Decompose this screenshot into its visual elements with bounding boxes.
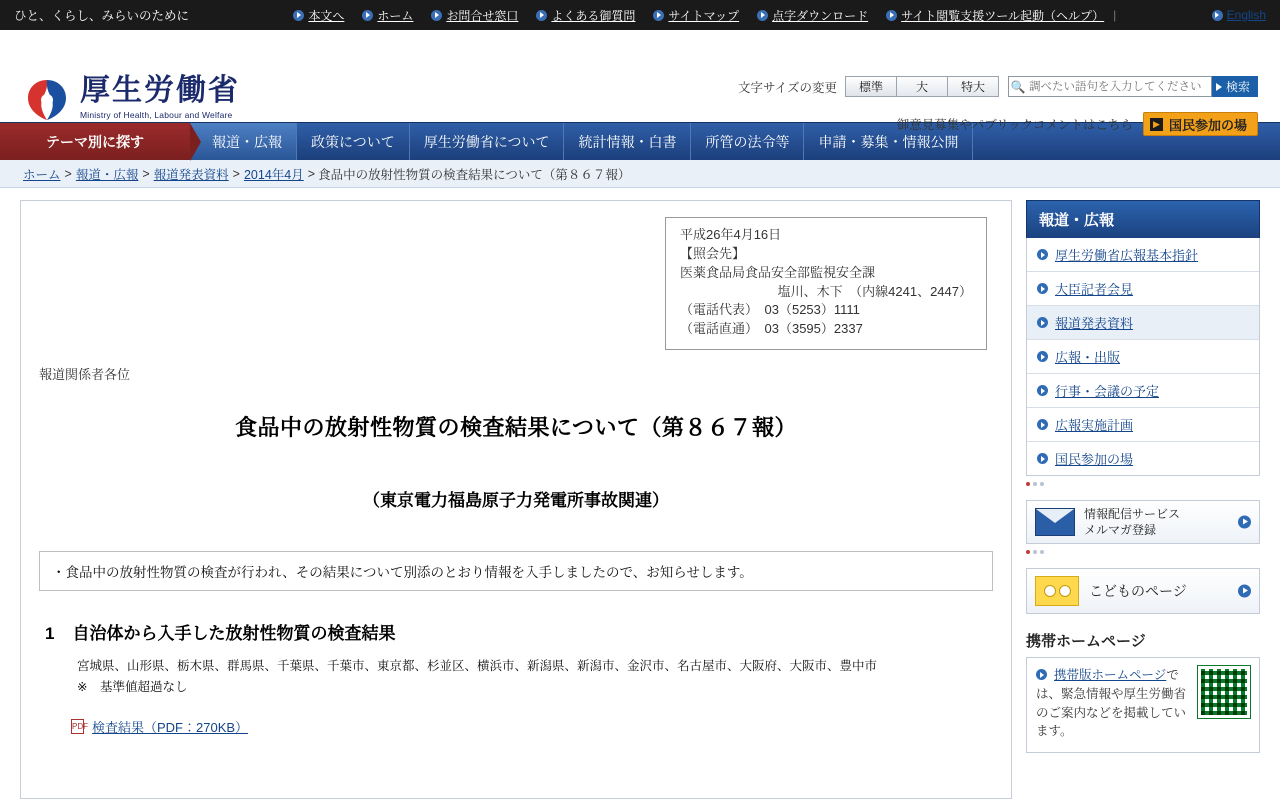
- site-header: [0, 30, 1280, 133]
- sidebar-item-events[interactable]: [1027, 374, 1259, 408]
- triangle-right-icon: [1216, 83, 1222, 91]
- utility-link-label[interactable]: よくある御質問: [551, 8, 636, 23]
- prefecture-note: ※ 基準値超過なし: [77, 679, 188, 694]
- arrow-circle-icon: [536, 10, 547, 21]
- sidebar-item-minister-press[interactable]: [1027, 272, 1259, 306]
- arrow-circle-icon: [293, 10, 304, 21]
- banner-mail-line1: 情報配信サービス: [1084, 506, 1181, 521]
- arrow-circle-icon: [1212, 10, 1223, 21]
- sidebar-item-label[interactable]: 大臣記者会見: [1055, 282, 1134, 297]
- arrow-circle-icon: [653, 10, 664, 21]
- prefecture-list: [77, 656, 1011, 697]
- arrow-circle-icon: [1037, 351, 1048, 362]
- section-title: 自治体から入手した放射性物質の検査結果: [72, 624, 396, 644]
- search-input[interactable]: [1027, 78, 1211, 95]
- utility-separator: |: [1113, 8, 1117, 22]
- release-date: 平成26年4月16日: [680, 227, 782, 242]
- nav-item-policy[interactable]: 政策について: [297, 123, 410, 160]
- mobile-site-text: [1036, 666, 1198, 744]
- inquiry-division: 医薬食品局食品安全部監視安全課: [680, 264, 876, 280]
- banner-mail-text: [1084, 506, 1180, 538]
- contact-info-box: [665, 217, 987, 350]
- public-comment-text: 御意見募集やパブリックコメントはこちら: [896, 118, 1133, 132]
- sidebar-item-label[interactable]: 行事・会議の予定: [1055, 384, 1160, 399]
- breadcrumb-item-month[interactable]: 2014年4月: [243, 167, 304, 182]
- public-comment-row: [897, 112, 1258, 136]
- inquiry-person: 塩川、木下 （内線4241、2447）: [777, 283, 972, 299]
- arrow-circle-icon: [1037, 419, 1048, 430]
- utility-link-label[interactable]: 本文へ: [308, 8, 345, 23]
- qr-code-icon: [1198, 666, 1250, 718]
- breadcrumb-separator: >: [232, 166, 240, 181]
- utility-link-sitemap[interactable]: [653, 7, 739, 24]
- sidebar-item-label[interactable]: 報道発表資料: [1055, 316, 1134, 331]
- mobile-site-desc: では、緊急情報や厚生労働省のご案内などを掲載しています。: [1036, 668, 1187, 739]
- nav-item-laws[interactable]: 所管の法令等: [691, 123, 804, 160]
- arrow-square-icon: ▶: [1150, 118, 1163, 131]
- arrow-circle-icon: [886, 10, 897, 21]
- english-label[interactable]: English: [1226, 8, 1266, 22]
- breadcrumb-separator: >: [64, 166, 72, 181]
- nav-item-press[interactable]: 報道・広報: [190, 123, 297, 160]
- utility-link-label[interactable]: サイト閲覧支援ツール起動（ヘルプ）: [901, 8, 1105, 23]
- utility-link-braille[interactable]: [757, 7, 868, 24]
- sidebar-item-press-releases[interactable]: [1027, 306, 1259, 340]
- pdf-link[interactable]: 検査結果（PDF：270KB）: [92, 720, 249, 736]
- envelope-icon: [1035, 508, 1075, 536]
- page-body: [0, 188, 1280, 799]
- sidebar-item-label[interactable]: 国民参加の場: [1055, 452, 1134, 467]
- press-addressee: 報道関係者各位: [39, 367, 131, 383]
- breadcrumb-current: 食品中の放射性物質の検査結果について（第８６７報）: [318, 167, 631, 182]
- page-subtitle: （東京電力福島原子力発電所事故関連）: [363, 491, 669, 511]
- arrow-circle-icon: [1036, 669, 1047, 680]
- sidebar-item-public-participation[interactable]: [1027, 442, 1259, 475]
- utility-link-home[interactable]: [362, 7, 413, 24]
- kokumin-sanka-button[interactable]: [1143, 112, 1258, 136]
- mobile-site-heading: 携帯ホームページ: [1026, 633, 1146, 650]
- utility-link-accessibility[interactable]: [886, 7, 1104, 24]
- utility-link-label[interactable]: ホーム: [377, 8, 414, 23]
- site-logo[interactable]: [22, 76, 240, 124]
- search-icon: 🔍: [1010, 79, 1026, 94]
- inquiry-label: 【照会先】: [680, 245, 746, 261]
- utility-links: [189, 7, 1212, 24]
- fontsize-large-button[interactable]: 大: [896, 76, 948, 97]
- breadcrumb-separator: >: [307, 166, 316, 181]
- arrow-circle-icon: [1037, 453, 1048, 464]
- utility-link-label[interactable]: 点字ダウンロード: [772, 8, 869, 23]
- sidebar-item-koho-shishin[interactable]: [1027, 238, 1259, 272]
- breadcrumb: [0, 160, 1280, 188]
- utility-link-label[interactable]: お問合せ窓口: [446, 8, 519, 23]
- banner-mailmagazine[interactable]: [1026, 500, 1260, 544]
- sidebar-heading: 報道・広報: [1026, 200, 1260, 238]
- nav-item-theme[interactable]: テーマ別に探す: [0, 123, 190, 160]
- arrow-circle-icon: [1037, 283, 1048, 294]
- breadcrumb-separator: >: [142, 166, 150, 181]
- search-button-label: 検索: [1225, 80, 1250, 94]
- fontsize-label: 文字サイズの変更: [737, 80, 837, 95]
- arrow-circle-icon: [1238, 516, 1251, 529]
- sidebar-item-label[interactable]: 広報・出版: [1055, 350, 1121, 365]
- arrow-circle-icon: [1238, 585, 1251, 598]
- arrow-circle-icon: [1037, 385, 1048, 396]
- sidebar-item-publications[interactable]: [1027, 340, 1259, 374]
- fontsize-standard-button[interactable]: 標準: [845, 76, 897, 97]
- utility-link-honbun[interactable]: [293, 7, 344, 24]
- inquiry-tel-direct: （電話直通） 03（3595）2337: [680, 321, 863, 337]
- page-title: 食品中の放射性物質の検査結果について（第８６７報）: [234, 415, 798, 441]
- arrow-circle-icon: [1037, 249, 1048, 260]
- sidebar: [1026, 200, 1260, 799]
- mobile-site-link[interactable]: 携帯版ホームページ: [1054, 668, 1167, 682]
- sidebar-item-label[interactable]: 広報実施計画: [1055, 418, 1134, 433]
- sidebar-item-label[interactable]: 厚生労働省広報基本指針: [1055, 248, 1199, 263]
- sidebar-item-pr-plan[interactable]: [1027, 408, 1259, 442]
- pdf-icon: PDF: [71, 719, 84, 734]
- inquiry-tel-rep: （電話代表） 03（5253）1111: [680, 302, 860, 318]
- nav-item-statistics[interactable]: 統計情報・白書: [564, 123, 691, 160]
- site-title-jp: 厚生労働省: [80, 74, 240, 107]
- utility-link-english[interactable]: [1212, 8, 1266, 22]
- site-title-en: Ministry of Health, Labour and Welfare: [80, 110, 233, 120]
- utility-link-faq[interactable]: [536, 7, 635, 24]
- arrow-circle-icon: [1037, 317, 1048, 328]
- decorative-dots: [1026, 550, 1260, 554]
- fontsize-controls: [738, 76, 1258, 97]
- nav-item-applications[interactable]: 申請・募集・情報公開: [804, 123, 973, 160]
- nav-item-about[interactable]: 厚生労働省について: [410, 123, 565, 160]
- main-content: [20, 200, 1012, 799]
- utility-link-contact[interactable]: [431, 7, 518, 24]
- kokumin-sanka-label: 国民参加の場: [1168, 117, 1247, 133]
- arrow-circle-icon: [757, 10, 768, 21]
- fontsize-xlarge-button[interactable]: 特大: [947, 76, 999, 97]
- banner-mail-line2: メルマガ登録: [1084, 523, 1157, 537]
- utility-link-label[interactable]: サイトマップ: [668, 8, 740, 23]
- mobile-site-box: [1026, 657, 1260, 753]
- sidebar-menu: [1026, 238, 1260, 476]
- prefecture-names: 宮城県、山形県、栃木県、群馬県、千葉県、千葉市、東京都、杉並区、横浜市、新潟県、新潟市、金沢市、名古屋市、大阪府、大阪市、豊中市: [77, 659, 878, 674]
- site-slogan: ひと、くらし、みらいのために: [14, 9, 190, 23]
- lead-paragraph: ・食品中の放射性物質の検査が行われ、その結果について別添のとおり情報を入手しましたので、お知らせします。: [39, 551, 993, 591]
- search-box[interactable]: [1008, 76, 1212, 97]
- pdf-link-row[interactable]: [71, 717, 1011, 736]
- kids-icon: [1035, 576, 1079, 606]
- mhlw-emblem-icon: [22, 76, 72, 124]
- arrow-circle-icon: [431, 10, 442, 21]
- decorative-dots: [1026, 482, 1260, 486]
- breadcrumb-item-materials[interactable]: 報道発表資料: [153, 167, 229, 182]
- arrow-circle-icon: [362, 10, 373, 21]
- section-heading: [45, 619, 1011, 644]
- breadcrumb-item-home[interactable]: ホーム: [23, 167, 61, 182]
- search-button[interactable]: [1212, 76, 1258, 97]
- breadcrumb-item-press[interactable]: 報道・広報: [75, 167, 139, 182]
- utility-bar: [0, 0, 1280, 30]
- banner-kids-label: こどものページ: [1089, 583, 1187, 599]
- banner-kids-page[interactable]: [1026, 568, 1260, 614]
- section-number: 1: [45, 624, 55, 644]
